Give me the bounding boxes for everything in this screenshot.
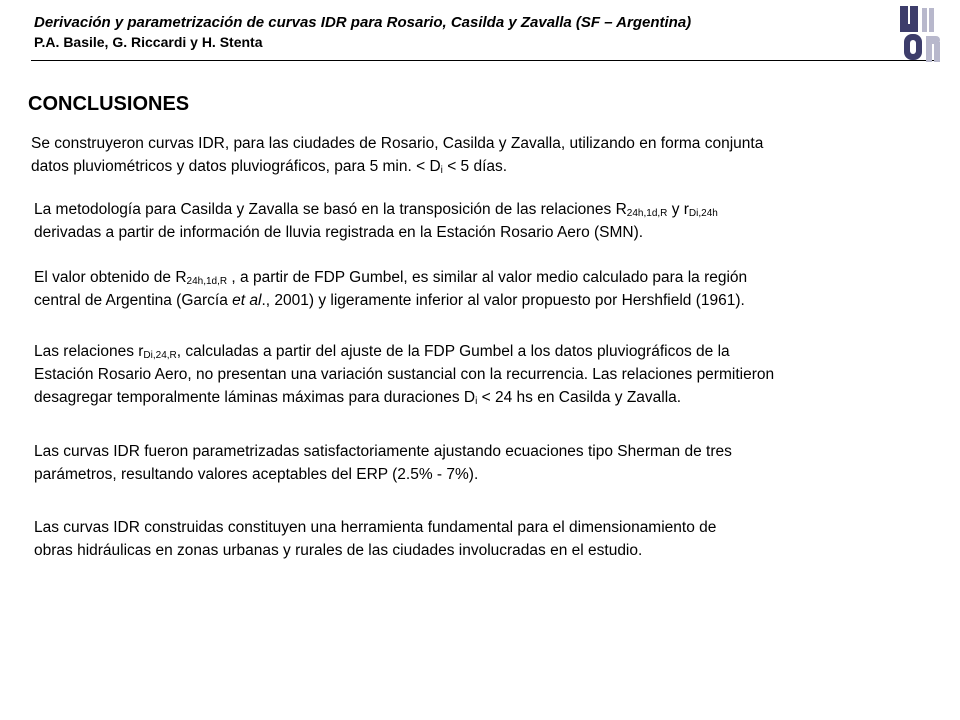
conclusion-paragraph <box>34 198 718 244</box>
header-divider <box>31 60 938 61</box>
slide-title: Derivación y parametrización de curvas IDR para Rosario, Casilda y Zavalla (SF – Argentina) <box>34 14 692 31</box>
paragraph-line: central de Argentina (García et al., 2001) y ligeramente inferior al valor propuesto por Hershfield (1961). <box>34 292 745 309</box>
paragraph-line: Las curvas IDR fueron parametrizadas satisfactoriamente ajustando ecuaciones tipo Sherman de tres <box>34 443 732 460</box>
institution-logo <box>898 4 948 64</box>
paragraph-line: parámetros, resultando valores aceptables del ERP (2.5% - 7%). <box>34 466 479 483</box>
paragraph-line: Se construyeron curvas IDR, para las ciudades de Rosario, Casilda y Zavalla, utilizando en forma conjunta <box>31 135 764 152</box>
conclusion-paragraph <box>34 266 747 312</box>
paragraph-line: Estación Rosario Aero, no presentan una variación sustancial con la recurrencia. Las relaciones permitieron <box>34 366 775 383</box>
authors-line: P.A. Basile, G. Riccardi y H. Stenta <box>34 34 263 50</box>
paragraph-line: desagregar temporalmente láminas máximas para duraciones $D_i < 24$ hs en Casilda y Zavalla. <box>34 389 682 407</box>
conclusion-paragraph <box>34 516 716 562</box>
paragraph-line: El valor obtenido de $R_{24h,1d,R}$ , a partir de FDP Gumbel, es similar al valor medio calculado para la región <box>34 269 748 287</box>
conclusion-paragraph <box>31 132 763 178</box>
paragraph-line: La metodología para Casilda y Zavalla se basó en la transposición de las relaciones $R_{24h,1d,R}$ y $r_{Di,24h}$ <box>34 201 718 219</box>
section-heading: CONCLUSIONES <box>28 93 190 115</box>
paragraph-line: datos pluviométricos y datos pluviográficos, para 5 min. < $D_i < 5$ días. <box>31 158 508 176</box>
paragraph-line: Las relaciones $r_{Di,24,R}$, calculadas a partir del ajuste de la FDP Gumbel a los datos pluviográficos de la <box>34 343 730 361</box>
conclusion-paragraph <box>34 340 774 409</box>
conclusion-paragraph <box>34 440 732 486</box>
paragraph-line: obras hidráulicas en zonas urbanas y rurales de las ciudades involucradas en el estudio. <box>34 542 643 559</box>
paragraph-line: Las curvas IDR construidas constituyen una herramienta fundamental para el dimensionamiento de <box>34 519 717 536</box>
slide-header <box>0 0 960 62</box>
paragraph-line: derivadas a partir de información de lluvia registrada en la Estación Rosario Aero (SMN). <box>34 224 644 241</box>
